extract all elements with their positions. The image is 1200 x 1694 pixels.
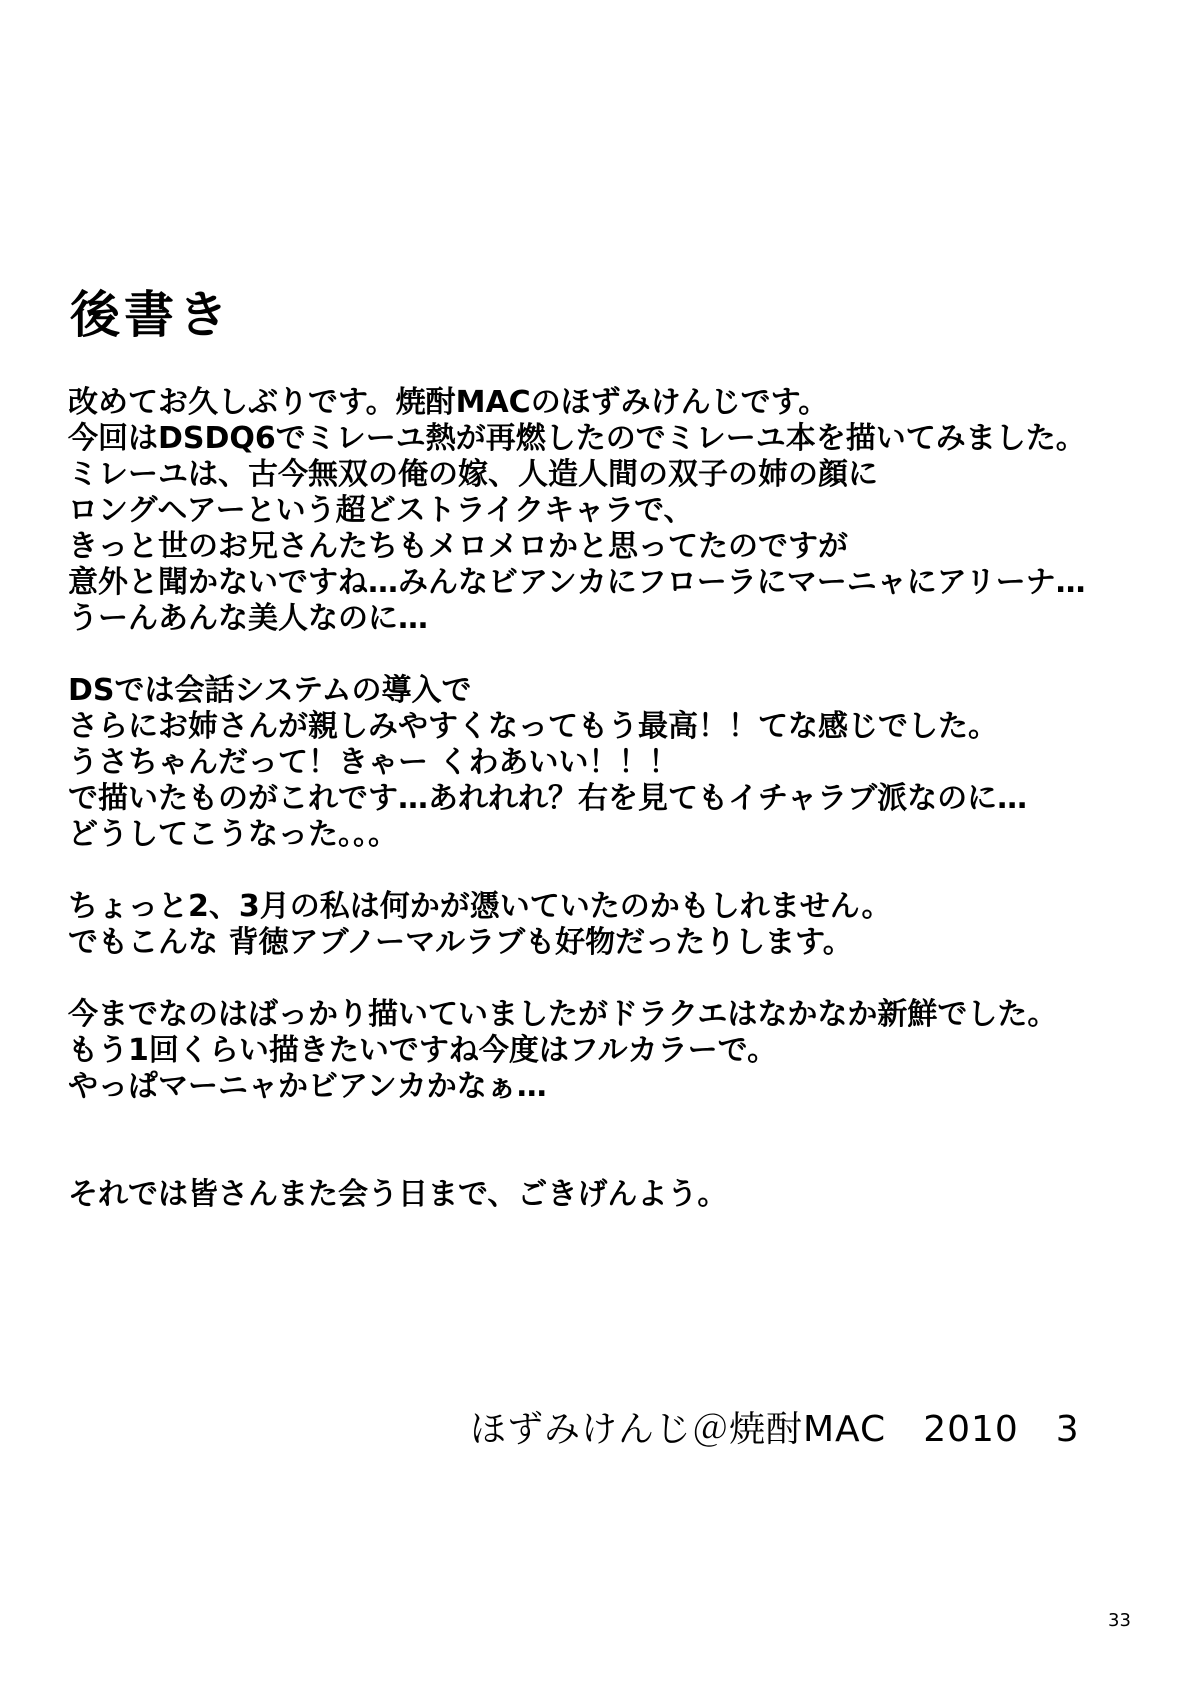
text-line: 意外と聞かないですね…みんなビアンカにフローラにマーニャにアリーナ… bbox=[68, 565, 1086, 600]
text-line: ロングヘアーという超どストライクキャラで、 bbox=[68, 493, 694, 528]
text-line: 今回はDSDQ6でミレーユ熱が再燃したのでミレーユ本を描いてみました。 bbox=[68, 421, 1086, 456]
text-line: きっと世のお兄さんたちもメロメロかと思ってたのですが bbox=[68, 529, 848, 564]
text-line: やっぱマーニャかビアンカかなぁ… bbox=[68, 1069, 547, 1104]
text-line: 改めてお久しぶりです。焼酎MACのほずみけんじです。 bbox=[68, 385, 829, 420]
text-line: でもこんな 背徳アブノーマルラブも好物だったりします。 bbox=[68, 925, 853, 960]
text-line: うーんあんな美人なのに… bbox=[68, 601, 428, 636]
afterword-body bbox=[68, 385, 1148, 1249]
text-line: DSでは会話システムの導入で bbox=[68, 673, 472, 708]
page-title: 後書き bbox=[70, 286, 232, 344]
text-line: どうしてこうなった。。。 bbox=[68, 817, 398, 852]
text-line: ちょっと2、3月の私は何かが憑いていたのかもしれません。 bbox=[68, 889, 892, 924]
paragraph-intro bbox=[68, 385, 1148, 637]
paragraph-farewell bbox=[68, 1177, 1148, 1213]
text-line: ミレーユは、古今無双の俺の嫁、人造人間の双子の姉の顔に bbox=[68, 457, 878, 492]
text-line: さらにお姉さんが親しみやすくなってもう最高！！てな感じでした。 bbox=[68, 709, 998, 744]
paragraph-ds bbox=[68, 673, 1148, 853]
author-signature: ほずみけんじ＠焼酎MAC 2010 3 bbox=[470, 1409, 1080, 1450]
text-line: で描いたものがこれです…あれれれ？右を見てもイチャラブ派なのに… bbox=[68, 781, 1028, 816]
text-line: うさちゃんだって！きゃー くわあいい！！！ bbox=[68, 745, 679, 780]
page-number: 33 bbox=[1108, 1610, 1131, 1631]
paragraph-dq bbox=[68, 997, 1148, 1105]
text-line: 今までなのはばっかり描いていましたがドラクエはなかなか新鮮でした。 bbox=[68, 997, 1058, 1032]
paragraph-march bbox=[68, 889, 1148, 961]
text-line: もう1回くらい描きたいですね今度はフルカラーで。 bbox=[68, 1033, 778, 1068]
text-line: それでは皆さんまた会う日まで、ごきげんよう。 bbox=[68, 1177, 728, 1212]
